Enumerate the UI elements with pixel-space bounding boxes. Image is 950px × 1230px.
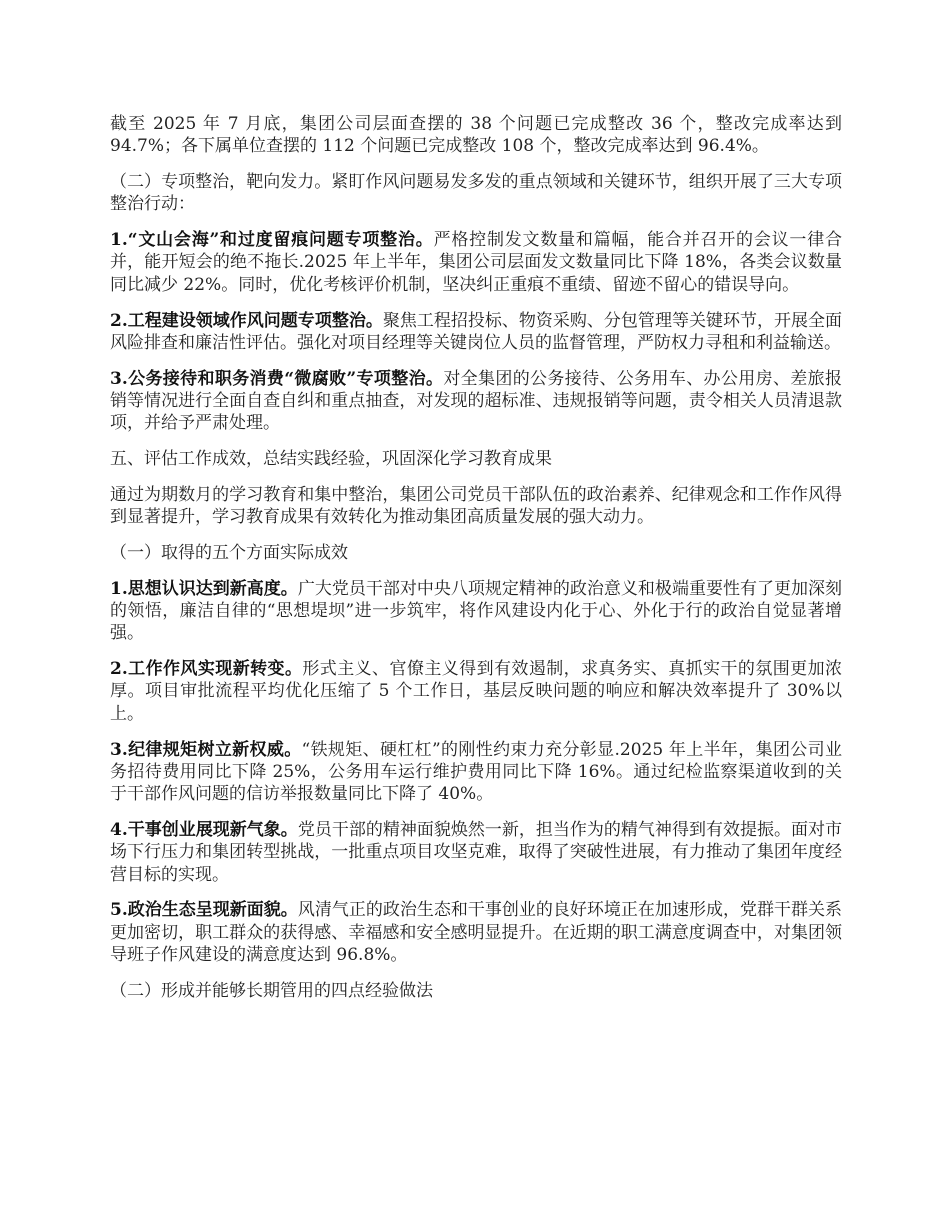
paragraph-text: 风清气正的政治生态和干事创业的良好环境正在加速形成，党群干群关系更加密切，职工群众的获得感、幸福感和安全感明显提升。在近期的职工满意度调查中，对集团领导班子作风建设的满意度达到 96.8%。 xyxy=(110,900,842,965)
paragraph-text: （二）形成并能够长期管用的四点经验做法 xyxy=(110,980,433,1001)
paragraph xyxy=(110,310,842,355)
paragraph-text: （一）取得的五个方面实际成效 xyxy=(110,542,348,563)
paragraph-text: 广大党员干部对中央八项规定精神的政治意义和极端重要性有了更加深刻的领悟，廉洁自律的“思想堤坝”进一步筑牢，将作风建设内化于心、外化于行的政治自觉显著增强。 xyxy=(110,578,842,644)
paragraph-heading: 1.“文山会海”和过度留痕问题专项整治。 xyxy=(110,230,434,251)
paragraph-text: 党员干部的精神面貌焕然一新，担当作为的精气神得到有效提振。面对市场下行压力和集团转型挑战，一批重点项目攻坚克难，取得了突破性进展，有力推动了集团年度经营目标的实现。 xyxy=(110,819,842,885)
paragraph-text: 对全集团的公务接待、公务用车、办公用房、差旅报销等情况进行全面自查自纠和重点抽查，对发现的超标准、违规报销等问题，责令相关人员清退款项，并给予严肃处理。 xyxy=(110,368,843,434)
paragraph xyxy=(110,229,842,296)
paragraph xyxy=(110,171,842,216)
paragraph-text: 通过为期数月的学习教育和集中整治，集团公司党员干部队伍的政治素养、纪律观念和工作作风得到显著提升，学习教育成果有效转化为推动集团高质量发展的强大动力。 xyxy=(110,484,842,528)
paragraph-text: 形式主义、官僚主义得到有效遏制，求真务实、真抓实干的氛围更加浓厚。项目审批流程平均优化压缩了 5 个工作日，基层反映问题的响应和解决效率提升了 30%以上。 xyxy=(110,659,842,724)
paragraph xyxy=(110,368,842,435)
paragraph-heading: 5.政治生态呈现新面貌。 xyxy=(110,900,298,921)
paragraph xyxy=(110,819,842,886)
paragraph-heading: 3.纪律规矩树立新权威。 xyxy=(110,739,302,760)
paragraph-heading: 3.公务接待和职务消费“微腐败”专项整治。 xyxy=(110,368,444,389)
paragraph-text: 截至 2025 年 7 月底，集团公司层面查摆的 38 个问题已完成整改 36 个，整改完成率达到 94.7%；各下属单位查摆的 112 个问题已完成整改 108 个，整改完成率达到 96.4%。 xyxy=(110,114,842,157)
paragraph xyxy=(110,899,842,966)
paragraph xyxy=(110,484,842,529)
paragraph xyxy=(110,542,842,564)
paragraph-heading: 1.思想认识达到新高度。 xyxy=(110,578,298,599)
paragraph xyxy=(110,448,842,470)
paragraph xyxy=(110,980,842,1002)
paragraph xyxy=(110,658,842,725)
document-page xyxy=(110,113,842,1016)
paragraph xyxy=(110,739,842,806)
paragraph-heading: 2.工作作风实现新转变。 xyxy=(110,659,303,680)
paragraph xyxy=(110,113,842,158)
paragraph-text: 严格控制发文数量和篇幅，能合并召开的会议一律合并，能开短会的绝不拖长.2025 年上半年，集团公司层面发文数量同比下降 18%，各类会议数量同比减少 22%。同时，优化考核评价机制，坚决纠正重痕不重绩、留迹不留心的错误导向。 xyxy=(110,230,842,295)
paragraph-heading: 2.工程建设领域作风问题专项整治。 xyxy=(110,310,383,331)
paragraph-text: 五、评估工作成效，总结实践经验，巩固深化学习教育成果 xyxy=(110,449,552,470)
paragraph xyxy=(110,578,842,645)
paragraph-text: “铁规矩、硬杠杠”的刚性约束力充分彰显.2025 年上半年，集团公司业务招待费用同比下降 25%，公务用车运行维护费用同比下降 16%。通过纪检监察渠道收到的关于干部作风问题的信访举报数量同比下降了 40%。 xyxy=(110,739,843,805)
paragraph-heading: 4.干事创业展现新气象。 xyxy=(110,819,298,840)
paragraph-text: 聚焦工程招投标、物资采购、分包管理等关键环节，开展全面风险排查和廉洁性评估。强化对项目经理等关键岗位人员的监督管理，严防权力寻租和利益输送。 xyxy=(110,310,842,353)
paragraph-text: （二）专项整治，靶向发力。紧盯作风问题易发多发的重点领域和关键环节，组织开展了三大专项整治行动： xyxy=(110,172,842,215)
